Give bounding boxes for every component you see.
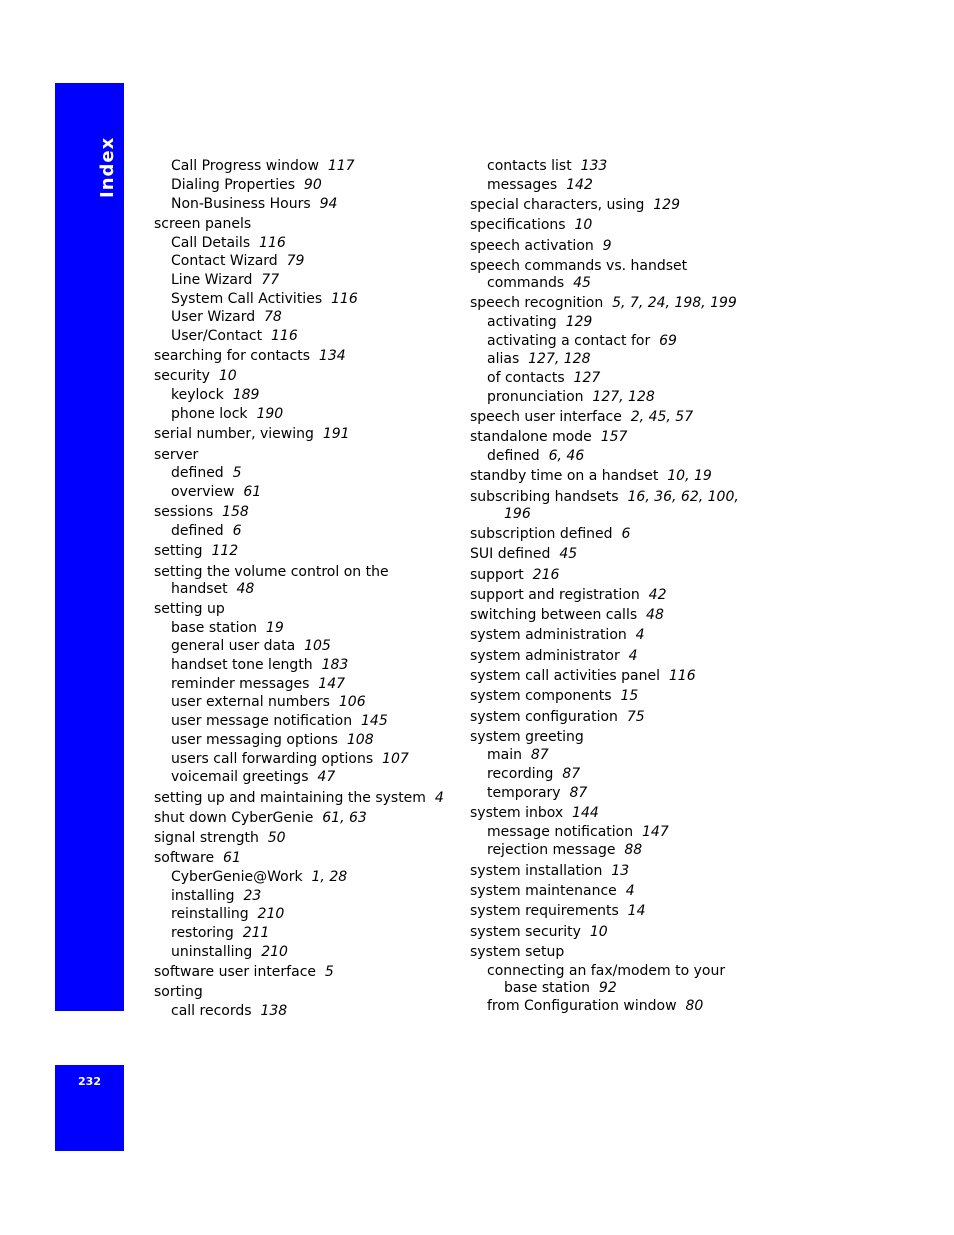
entry-term: commands bbox=[487, 275, 565, 291]
entry-pages[interactable]: 116 bbox=[668, 668, 696, 684]
entry-term: signal strength bbox=[154, 830, 259, 846]
entry-pages[interactable]: 144 bbox=[572, 805, 599, 821]
index-entry bbox=[470, 924, 608, 941]
entry-pages[interactable]: 183 bbox=[321, 657, 349, 673]
index-entry bbox=[470, 842, 642, 859]
index-entry bbox=[470, 429, 627, 446]
entry-pages[interactable]: 94 bbox=[319, 196, 338, 212]
entry-pages[interactable]: 190 bbox=[256, 406, 284, 422]
entry-term: speech user interface bbox=[470, 409, 622, 425]
entry-pages[interactable]: 116 bbox=[331, 291, 358, 307]
entry-term: system maintenance bbox=[470, 883, 617, 899]
entry-pages[interactable]: 61, 63 bbox=[322, 810, 367, 826]
index-entry bbox=[154, 601, 225, 618]
index-entry bbox=[154, 484, 261, 501]
index-entry bbox=[470, 883, 635, 900]
index-entry bbox=[154, 253, 304, 270]
entry-pages[interactable]: 116 bbox=[271, 328, 298, 344]
entry-pages[interactable]: 42 bbox=[648, 587, 667, 603]
index-entry bbox=[470, 177, 593, 194]
entry-pages[interactable]: 142 bbox=[566, 177, 593, 193]
index-tab bbox=[55, 83, 124, 1011]
entry-term: message notification bbox=[487, 824, 634, 840]
index-entry bbox=[470, 998, 703, 1015]
entry-pages[interactable]: 211 bbox=[242, 925, 270, 941]
index-entry bbox=[154, 177, 322, 194]
entry-term: subscribing handsets bbox=[470, 489, 619, 505]
index-entry bbox=[154, 638, 331, 655]
entry-term: support and registration bbox=[470, 587, 640, 603]
index-entry bbox=[154, 713, 388, 730]
index-entry bbox=[154, 964, 334, 981]
index-entry bbox=[154, 581, 254, 598]
index-entry bbox=[154, 158, 355, 175]
entry-term: system components bbox=[470, 688, 612, 704]
entry-term: system greeting bbox=[470, 729, 584, 745]
index-entry bbox=[470, 489, 739, 506]
entry-term: SUI defined bbox=[470, 546, 551, 562]
entry-term: user external numbers bbox=[171, 694, 330, 710]
entry-pages[interactable]: 45 bbox=[573, 275, 591, 291]
entry-pages[interactable]: 210 bbox=[257, 906, 285, 922]
entry-term: software user interface bbox=[154, 964, 316, 980]
index-entry bbox=[470, 824, 669, 841]
entry-pages[interactable]: 6 bbox=[621, 526, 631, 542]
index-entry bbox=[470, 863, 629, 880]
entry-term: speech activation bbox=[470, 238, 594, 254]
index-entry bbox=[154, 984, 203, 1001]
index-entry bbox=[470, 980, 617, 997]
entry-term: overview bbox=[171, 484, 235, 500]
index-entry bbox=[470, 238, 612, 255]
entry-pages[interactable]: 4 bbox=[628, 648, 638, 664]
entry-term: standalone mode bbox=[470, 429, 592, 445]
index-entry bbox=[470, 805, 599, 822]
entry-pages[interactable]: 127, 128 bbox=[528, 351, 591, 367]
entry-pages[interactable]: 106 bbox=[338, 694, 366, 710]
index-entry bbox=[470, 729, 584, 746]
index-entry bbox=[154, 810, 367, 827]
entry-term: CyberGenie@Work bbox=[171, 869, 303, 885]
index-entry bbox=[470, 668, 696, 685]
entry-pages[interactable]: 77 bbox=[261, 272, 280, 288]
entry-term: voicemail greetings bbox=[171, 769, 309, 785]
entry-pages[interactable]: 117 bbox=[327, 158, 355, 174]
entry-term: installing bbox=[171, 888, 235, 904]
entry-pages[interactable]: 92 bbox=[598, 980, 617, 996]
entry-term: setting up and maintaining the system bbox=[154, 790, 426, 806]
entry-term: system administrator bbox=[470, 648, 620, 664]
entry-term: standby time on a handset bbox=[470, 468, 659, 484]
entry-term: base station bbox=[504, 980, 591, 996]
entry-term: Call Progress window bbox=[171, 158, 319, 174]
entry-term: defined bbox=[171, 523, 224, 539]
entry-term: sessions bbox=[154, 504, 214, 520]
entry-term: messages bbox=[487, 177, 558, 193]
index-entry bbox=[470, 709, 645, 726]
entry-term: User Wizard bbox=[171, 309, 256, 325]
entry-term: from Configuration window bbox=[487, 998, 677, 1014]
index-entry bbox=[154, 291, 358, 308]
index-entry bbox=[154, 888, 261, 905]
index-entry bbox=[154, 925, 269, 942]
entry-pages[interactable]: 6, 46 bbox=[548, 448, 585, 464]
index-entry bbox=[470, 409, 693, 426]
index-entry bbox=[470, 351, 590, 368]
entry-term: activating a contact for bbox=[487, 333, 651, 349]
entry-term: system security bbox=[470, 924, 581, 940]
entry-pages[interactable]: 147 bbox=[642, 824, 669, 840]
index-entry bbox=[470, 648, 638, 665]
entry-term: shut down CyberGenie bbox=[154, 810, 314, 826]
entry-pages[interactable]: 50 bbox=[267, 830, 286, 846]
index-entry bbox=[470, 217, 592, 234]
index-entry bbox=[154, 694, 366, 711]
index-entry bbox=[154, 1003, 287, 1020]
entry-pages[interactable]: 145 bbox=[361, 713, 388, 729]
entry-pages[interactable]: 129 bbox=[565, 314, 593, 330]
entry-pages[interactable]: 216 bbox=[532, 567, 560, 583]
entry-term: server bbox=[154, 447, 199, 463]
entry-pages[interactable]: 127, 128 bbox=[592, 389, 655, 405]
index-entry bbox=[470, 567, 559, 584]
index-entry bbox=[470, 546, 577, 563]
entry-term: handset bbox=[171, 581, 228, 597]
entry-term: software bbox=[154, 850, 215, 866]
entry-term: keylock bbox=[171, 387, 224, 403]
entry-pages[interactable]: 2, 45, 57 bbox=[630, 409, 694, 425]
entry-term: main bbox=[487, 747, 522, 763]
entry-pages[interactable]: 16, 36, 62, 100, bbox=[627, 489, 739, 505]
index-entry bbox=[470, 333, 677, 350]
entry-pages[interactable]: 116 bbox=[259, 235, 286, 251]
entry-term: defined bbox=[487, 448, 540, 464]
entry-term: special characters, using bbox=[470, 197, 645, 213]
index-entry bbox=[154, 790, 444, 807]
index-entry bbox=[470, 370, 600, 387]
index-entry bbox=[154, 465, 242, 482]
index-entry bbox=[154, 504, 249, 521]
entry-term: switching between calls bbox=[470, 607, 638, 623]
entry-term: recording bbox=[487, 766, 554, 782]
entry-term: base station bbox=[171, 620, 258, 636]
index-entry bbox=[154, 406, 283, 423]
entry-pages[interactable]: 107 bbox=[382, 751, 409, 767]
entry-term: security bbox=[154, 368, 210, 384]
entry-pages[interactable]: 5 bbox=[324, 964, 334, 980]
entry-term: temporary bbox=[487, 785, 561, 801]
entry-term: rejection message bbox=[487, 842, 616, 858]
index-entry bbox=[154, 196, 337, 213]
entry-pages[interactable]: 87 bbox=[562, 766, 581, 782]
index-entry bbox=[470, 607, 664, 624]
entry-term: system administration bbox=[470, 627, 627, 643]
index-entry bbox=[154, 309, 282, 326]
entry-term: User/Contact bbox=[171, 328, 263, 344]
entry-term: speech recognition bbox=[470, 295, 604, 311]
entry-term: system setup bbox=[470, 944, 565, 960]
entry-pages[interactable]: 13 bbox=[611, 863, 630, 879]
entry-term: speech commands vs. handset bbox=[470, 258, 688, 274]
entry-pages[interactable]: 105 bbox=[304, 638, 331, 654]
entry-term: user message notification bbox=[171, 713, 353, 729]
entry-pages[interactable]: 129 bbox=[653, 197, 680, 213]
entry-term: Non-Business Hours bbox=[171, 196, 311, 212]
index-entry bbox=[470, 963, 725, 980]
entry-term: system installation bbox=[470, 863, 603, 879]
entry-term: system configuration bbox=[470, 709, 618, 725]
entry-pages[interactable]: 47 bbox=[317, 769, 336, 785]
index-entry bbox=[470, 448, 584, 465]
entry-term: pronunciation bbox=[487, 389, 584, 405]
entry-term: uninstalling bbox=[171, 944, 253, 960]
index-entry bbox=[154, 447, 198, 464]
entry-term: call records bbox=[171, 1003, 252, 1019]
entry-term: System Call Activities bbox=[171, 291, 323, 307]
entry-term: phone lock bbox=[171, 406, 248, 422]
entry-pages[interactable]: 79 bbox=[286, 253, 305, 269]
entry-term: connecting an fax/modem to your bbox=[487, 963, 726, 979]
entry-term: reminder messages bbox=[171, 676, 310, 692]
entry-pages[interactable]: 4 bbox=[625, 883, 635, 899]
index-entry bbox=[470, 258, 687, 275]
index-entry bbox=[154, 830, 286, 847]
entry-pages[interactable]: 87 bbox=[530, 747, 549, 763]
index-entry bbox=[154, 564, 389, 581]
index-entry bbox=[154, 368, 237, 385]
entry-pages[interactable]: 134 bbox=[318, 348, 346, 364]
index-entry bbox=[470, 158, 607, 175]
entry-term: support bbox=[470, 567, 524, 583]
entry-pages[interactable]: 61 bbox=[223, 850, 241, 866]
entry-pages[interactable]: 88 bbox=[624, 842, 643, 858]
entry-pages[interactable]: 158 bbox=[222, 504, 249, 520]
index-entry bbox=[154, 751, 409, 768]
index-entry bbox=[470, 389, 655, 406]
entry-term: system call activities panel bbox=[470, 668, 660, 684]
index-entry bbox=[470, 468, 712, 485]
index-entry bbox=[470, 688, 638, 705]
entry-term: reinstalling bbox=[171, 906, 249, 922]
entry-pages[interactable]: 157 bbox=[600, 429, 628, 445]
entry-pages[interactable]: 1, 28 bbox=[311, 869, 348, 885]
entry-pages[interactable]: 10 bbox=[218, 368, 237, 384]
entry-term: users call forwarding options bbox=[171, 751, 374, 767]
entry-pages[interactable]: 19 bbox=[265, 620, 284, 636]
entry-pages[interactable]: 5, 7, 24, 198, 199 bbox=[612, 295, 737, 311]
entry-term: system inbox bbox=[470, 805, 564, 821]
entry-pages[interactable]: 23 bbox=[243, 888, 262, 904]
entry-pages[interactable]: 80 bbox=[685, 998, 704, 1014]
entry-term: screen panels bbox=[154, 216, 252, 232]
entry-pages[interactable]: 75 bbox=[626, 709, 645, 725]
section-title: Index bbox=[97, 136, 118, 198]
entry-pages[interactable]: 189 bbox=[232, 387, 260, 403]
entry-term: general user data bbox=[171, 638, 296, 654]
entry-pages[interactable]: 112 bbox=[211, 543, 239, 559]
entry-pages[interactable]: 108 bbox=[346, 732, 374, 748]
entry-term: setting the volume control on the bbox=[154, 564, 389, 580]
entry-term: serial number, viewing bbox=[154, 426, 314, 442]
index-entry bbox=[470, 627, 645, 644]
entry-pages[interactable]: 9 bbox=[602, 238, 612, 254]
index-entry bbox=[154, 523, 242, 540]
entry-term: setting up bbox=[154, 601, 225, 617]
entry-pages[interactable]: 10 bbox=[589, 924, 608, 940]
entry-pages[interactable]: 127 bbox=[573, 370, 601, 386]
entry-pages[interactable]: 4 bbox=[434, 790, 444, 806]
index-entry bbox=[154, 869, 347, 886]
entry-pages[interactable]: 210 bbox=[261, 944, 288, 960]
index-entry bbox=[470, 526, 630, 543]
entry-term: defined bbox=[171, 465, 224, 481]
index-entry bbox=[470, 295, 737, 312]
entry-pages[interactable]: 138 bbox=[260, 1003, 288, 1019]
entry-pages[interactable]: 90 bbox=[303, 177, 322, 193]
page-number: 232 bbox=[78, 1075, 101, 1088]
index-entry bbox=[154, 906, 284, 923]
entry-pages[interactable]: 48 bbox=[646, 607, 664, 623]
entry-pages[interactable]: 4 bbox=[635, 627, 645, 643]
entry-term: Dialing Properties bbox=[171, 177, 295, 193]
index-entry bbox=[154, 328, 298, 345]
entry-pages[interactable]: 6 bbox=[232, 523, 242, 539]
entry-pages[interactable]: 78 bbox=[264, 309, 282, 325]
index-entry bbox=[154, 235, 286, 252]
index-entry bbox=[154, 732, 374, 749]
index-entry bbox=[154, 272, 279, 289]
entry-pages[interactable]: 14 bbox=[627, 903, 646, 919]
index-entry bbox=[154, 543, 238, 560]
entry-term: subscription defined bbox=[470, 526, 613, 542]
index-entry bbox=[154, 216, 251, 233]
index-entry bbox=[470, 903, 645, 920]
index-entry bbox=[154, 426, 350, 443]
index-entry bbox=[154, 348, 346, 365]
entry-term: of contacts bbox=[487, 370, 565, 386]
entry-term: contacts list bbox=[487, 158, 572, 174]
entry-term: specifications bbox=[470, 217, 566, 233]
index-entry bbox=[470, 747, 549, 764]
entry-pages[interactable]: 147 bbox=[318, 676, 346, 692]
index-entry bbox=[154, 620, 284, 637]
entry-term: restoring bbox=[171, 925, 234, 941]
entry-pages[interactable]: 48 bbox=[236, 581, 255, 597]
entry-pages[interactable]: 5 bbox=[232, 465, 242, 481]
index-entry bbox=[154, 769, 335, 786]
entry-term: setting bbox=[154, 543, 203, 559]
index-entry bbox=[154, 676, 345, 693]
index-entry bbox=[470, 785, 587, 802]
index-entry bbox=[470, 766, 580, 783]
entry-pages[interactable]: 191 bbox=[322, 426, 350, 442]
entry-pages[interactable]: 61 bbox=[243, 484, 262, 500]
index-entry bbox=[154, 387, 259, 404]
entry-term: handset tone length bbox=[171, 657, 313, 673]
entry-pages[interactable]: 10, 19 bbox=[667, 468, 712, 484]
entry-term: Call Details bbox=[171, 235, 251, 251]
index-entry bbox=[154, 657, 348, 674]
entry-term: Contact Wizard bbox=[171, 253, 278, 269]
index-entry bbox=[470, 587, 667, 604]
entry-pages[interactable]: 133 bbox=[580, 158, 608, 174]
entry-term: alias bbox=[487, 351, 520, 367]
index-entry bbox=[470, 275, 591, 292]
entry-term: sorting bbox=[154, 984, 203, 1000]
index-entry bbox=[154, 944, 288, 961]
index-entry bbox=[154, 850, 241, 867]
entry-pages[interactable]: 15 bbox=[620, 688, 639, 704]
entry-term: searching for contacts bbox=[154, 348, 310, 364]
entry-term: Line Wizard bbox=[171, 272, 253, 288]
entry-term: system requirements bbox=[470, 903, 619, 919]
index-entry bbox=[470, 197, 680, 214]
index-entry bbox=[470, 506, 531, 523]
entry-pages[interactable]: 10 bbox=[574, 217, 593, 233]
entry-pages[interactable]: 87 bbox=[569, 785, 588, 801]
index-entry bbox=[470, 944, 564, 961]
entry-term: user messaging options bbox=[171, 732, 338, 748]
index-entry bbox=[470, 314, 592, 331]
entry-pages[interactable]: 196 bbox=[504, 506, 531, 522]
entry-term: activating bbox=[487, 314, 557, 330]
entry-pages[interactable]: 45 bbox=[559, 546, 578, 562]
entry-pages[interactable]: 69 bbox=[659, 333, 677, 349]
